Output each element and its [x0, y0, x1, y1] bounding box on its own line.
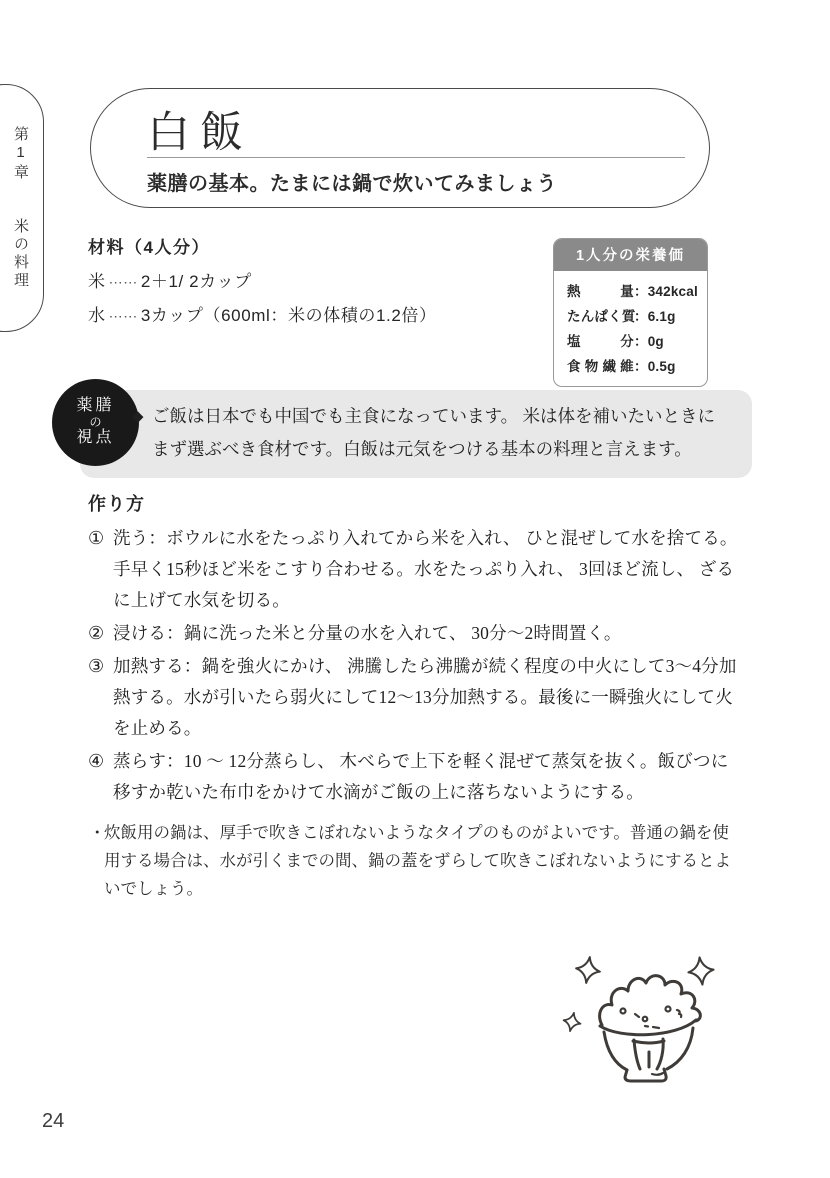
recipe-title: 白飯	[147, 109, 253, 157]
step-text: 浸ける：鍋に洗った米と分量の水を入れて、 30分〜2時間置く。	[113, 623, 622, 643]
badge-line: 薬膳	[76, 397, 115, 415]
nutrition-label: た ん ぱ く 質	[567, 309, 636, 324]
ingredient-item	[88, 267, 437, 292]
ingredient-item	[88, 301, 437, 326]
nutrition-separator: ：	[634, 284, 648, 299]
step-item	[88, 618, 740, 649]
chapter-number: 第1章	[12, 126, 29, 182]
sparkle-icon	[562, 1011, 583, 1033]
nutrition-row	[567, 355, 699, 375]
step-item	[88, 651, 740, 744]
nutrition-value: 6.1g	[647, 309, 676, 324]
step-number: ③	[88, 656, 105, 676]
bowl	[600, 1020, 696, 1081]
nutrition-row	[567, 330, 699, 350]
page-number: 24	[42, 1110, 65, 1132]
sparkle-icon	[574, 955, 601, 984]
step-number: ④	[88, 751, 105, 771]
badge-line: 視点	[76, 429, 115, 447]
nutrition-label: 熱 量	[567, 284, 634, 299]
tip-note	[88, 819, 740, 903]
yakuzen-note-text: ご飯は日本でも中国でも主食になっています。 米は体を補いたいときにまず選ぶべき食材です。白飯は元気をつける基本の料理と言えます。	[152, 406, 715, 459]
nutrition-row	[567, 280, 699, 300]
nutrition-label: 食 物 繊 維	[567, 359, 634, 374]
nutrition-value: 0g	[647, 334, 664, 349]
rice-mound	[600, 976, 701, 1028]
nutrition-box	[553, 238, 708, 387]
dot-leader: ⋯⋯	[108, 274, 138, 290]
nutrition-heading: 1人分の栄養価	[554, 239, 707, 271]
ingredients-heading: 材料（4人分）	[88, 238, 210, 257]
recipe-title-bubble	[90, 88, 710, 208]
title-divider	[147, 157, 685, 158]
step-text: 蒸らす：10 〜 12分蒸らし、 木べらで上下を軽く混ぜて蒸気を抜く。飯びつに移すか乾いた布巾をかけて水滴がご飯の上に落ちないようにする。	[113, 751, 729, 802]
step-number: ①	[88, 528, 105, 548]
nutrition-separator: ：	[634, 334, 648, 349]
nutrition-separator: ：	[634, 359, 648, 374]
nutrition-label: 塩 分	[567, 334, 634, 349]
yakuzen-note	[132, 400, 730, 466]
chapter-tab-text	[10, 126, 31, 290]
rice-bowl-icon	[545, 938, 745, 1098]
ingredient-amount: 2＋1/ 2カップ	[140, 272, 252, 291]
nutrition-body	[554, 271, 707, 386]
chapter-section-title: 米の料理	[12, 218, 29, 290]
step-number: ②	[88, 623, 105, 643]
dot-leader: ⋯⋯	[108, 308, 138, 324]
tip-note-text: 炊飯用の鍋は、厚手で吹きこぼれないようなタイプのものがよいです。普通の鍋を使用する場合は、水が引くまでの間、鍋の蓋をずらして吹きこぼれないようにするとよいでしょう。	[104, 824, 731, 898]
nutrition-row	[567, 305, 699, 325]
diamond-bullet-icon: ◆	[132, 409, 144, 425]
ingredients-section	[88, 233, 437, 326]
step-item	[88, 523, 740, 616]
chapter-tab	[0, 84, 44, 332]
sparkle-icon	[687, 956, 715, 986]
bullet-icon: ・	[89, 824, 106, 842]
nutrition-separator: ：	[634, 309, 648, 324]
step-text: 加熱する：鍋を強火にかけ、 沸騰したら沸騰が続く程度の中火にして3〜4分加熱する。水が引いたら弱火にして12〜13分加熱する。最後に一瞬強火にして火を止める。	[113, 656, 737, 738]
ingredient-name: 水	[88, 306, 106, 325]
yakuzen-viewpoint-badge	[52, 379, 139, 466]
steps-list	[88, 523, 740, 808]
step-text: 洗う：ボウルに水をたっぷり入れてから米を入れ、 ひと混ぜして水を捨てる。手早く15秒ほど米をこすり合わせる。水をたっぷり入れ、 3回ほど流し、 ざるに上げて水気を切る。	[113, 528, 738, 610]
recipe-subtitle: 薬膳の基本。たまには鍋で炊いてみましょう	[147, 173, 557, 195]
step-item	[88, 746, 740, 808]
nutrition-value: 0.5g	[647, 359, 676, 374]
ingredient-amount: 3カップ（600ml：米の体積の1.2倍）	[140, 306, 437, 325]
ingredient-name: 米	[88, 272, 106, 291]
badge-line: の	[89, 414, 102, 429]
instructions-section	[88, 490, 740, 903]
instructions-heading: 作り方	[88, 494, 145, 514]
nutrition-value: 342kcal	[647, 284, 698, 299]
